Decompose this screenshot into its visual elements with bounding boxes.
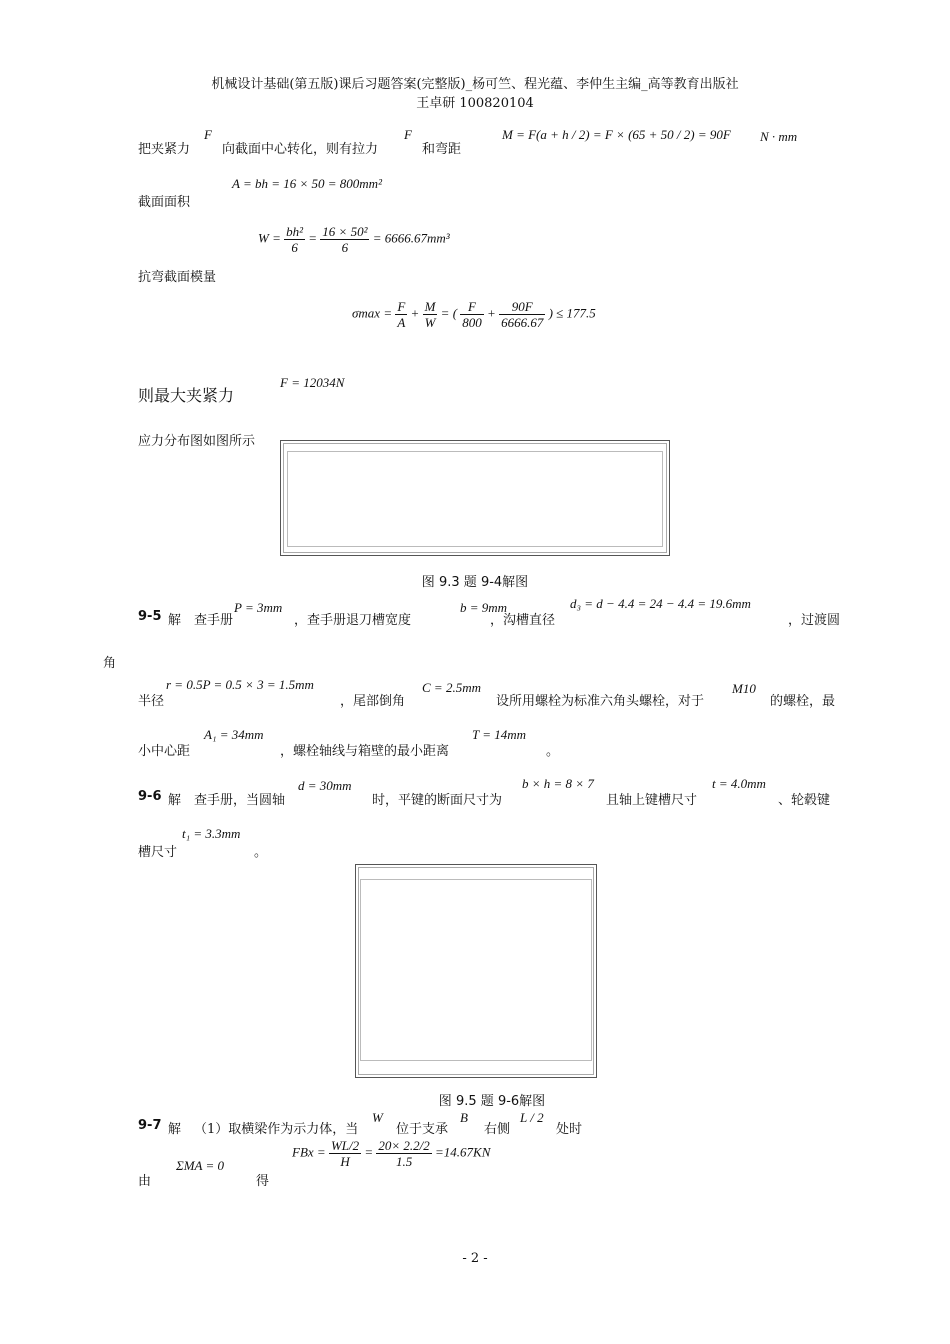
p1-unit: N · mm — [760, 129, 798, 144]
fig95-caption-id: 9-6 — [497, 1094, 520, 1109]
q97-force-equation — [292, 1138, 490, 1169]
q95-text-4: ，过渡圆 — [788, 613, 841, 628]
stress-den4: 6666.67 — [501, 315, 544, 330]
modulus-num1: bh² — [286, 224, 304, 239]
q96-eq-bh: b × h = 8 × 7 — [522, 776, 594, 791]
q96-text-6: 。 — [254, 845, 268, 860]
figure-9-5-image — [355, 864, 597, 1078]
stress-den3: 800 — [462, 315, 482, 330]
modulus-lhs: W = — [258, 230, 281, 246]
q96-eq-t: t = 4.0mm — [712, 776, 766, 791]
modulus-eq: = — [308, 230, 318, 246]
q95-eq-M10: M10 — [732, 681, 756, 696]
page-number: - 2 - — [462, 1251, 488, 1266]
fig95-caption — [0, 1090, 950, 1109]
p1-text-3: 和弯距 — [422, 142, 462, 157]
document-header-line2: 王卓研 100820104 — [416, 96, 534, 111]
fig93-caption-id: 9-4 — [480, 575, 503, 590]
q95-number: 9-5 — [138, 609, 162, 624]
p1-text-1: 把夹紧力 — [138, 142, 191, 157]
q95-eq-C: C = 2.5mm — [422, 680, 481, 695]
q97-text-5: 处时 — [556, 1122, 583, 1137]
q97-eq-den2: 1.5 — [376, 1153, 431, 1169]
q95-text-8: 设所用螺栓为标准六角头螺栓，对于 — [496, 694, 705, 709]
maxforce-label: 则最大夹紧力 — [138, 386, 235, 405]
q96-text-1: 解 查手册，当圆轴 — [168, 793, 286, 808]
q95-text-9: 的螺栓，最 — [770, 694, 836, 709]
q97-text-3: 位于支承 — [396, 1122, 449, 1137]
q95-text-10: 小中心距 — [138, 744, 191, 759]
q95-eq-T: T = 14mm — [472, 727, 527, 742]
q95-text-5: 角 — [103, 656, 117, 671]
document-header-line1: 机械设计基础(第五版)课后习题答案(完整版)_杨可竺、程光蕴、李仲生主编_高等教育出版社 — [211, 77, 739, 92]
q97-eq-num1: WL/2 — [330, 1138, 360, 1153]
q97-text-6: 由 — [138, 1174, 152, 1189]
q97-eq-eq: = — [364, 1144, 374, 1160]
q95-text-2: ，查手册退刀槽宽度 — [294, 613, 412, 628]
fig93-caption-post: 解图 — [502, 575, 529, 590]
q97-eq-num2: 20× 2.2/2 — [378, 1138, 430, 1153]
modulus-result: = 6666.67mm³ — [372, 230, 450, 246]
q97-var-W: W — [372, 1110, 383, 1125]
fig93-intro: 应力分布图如图所示 — [138, 434, 256, 449]
q95-eq-b: b = 9mm — [460, 600, 508, 615]
stress-num3: F — [468, 299, 476, 314]
q95-text-11: ，螺栓轴线与箱壁的最小距离 — [280, 744, 450, 759]
q96-text-2: 时，平键的断面尺寸为 — [372, 793, 503, 808]
q97-text-7: 得 — [256, 1174, 270, 1189]
stress-num1: F — [397, 299, 406, 314]
q95-text-6: 半径 — [138, 694, 165, 709]
stress-num4: 90F — [511, 299, 533, 314]
q96-text-3: 且轴上键槽尺寸 — [606, 793, 698, 808]
fig95-caption-pre: 图 — [438, 1094, 452, 1109]
q96-text-4: 、轮毂键 — [778, 793, 831, 808]
area-equation: A = bh = 16 × 50 = 800mm² — [232, 176, 382, 191]
stress-lhs: σmax = — [352, 305, 393, 321]
q97-text-4: 右侧 — [484, 1122, 511, 1137]
fig93-caption-pre: 图 — [421, 575, 435, 590]
q97-eq-den1: H — [329, 1153, 361, 1169]
q96-text-5: 槽尺寸 — [138, 845, 178, 860]
modulus-num2: 16 × 50² — [322, 224, 368, 239]
stress-result: ) ≤ 177.5 — [548, 305, 596, 321]
modulus-label: 抗弯截面模量 — [138, 270, 217, 285]
p1-var-F1: F — [204, 127, 212, 142]
q95-text-12: 。 — [546, 744, 560, 759]
q95-text-7: ，尾部倒角 — [340, 694, 406, 709]
modulus-den2: 6 — [320, 239, 369, 255]
stress-plus2: + — [487, 305, 496, 321]
q95-eq-P: P = 3mm — [234, 600, 283, 615]
area-label: 截面面积 — [138, 195, 191, 210]
q97-var-B: B — [460, 1110, 468, 1125]
figure-9-3-image — [280, 440, 670, 556]
q97-eq-lhs: FBx = — [292, 1144, 326, 1160]
q95-text-3: ，沟槽直径 — [490, 613, 556, 628]
p1-text-2: 向截面中心转化，则有拉力 — [222, 142, 379, 157]
stress-inequality — [352, 299, 596, 330]
maxforce-equation: F = 12034N — [280, 375, 345, 390]
fig93-caption — [0, 571, 950, 590]
fig95-caption-q: 题 — [480, 1094, 494, 1109]
modulus-equation — [258, 224, 450, 255]
q95-eq-r: r = 0.5P = 0.5 × 3 = 1.5mm — [166, 677, 314, 692]
q97-var-L2: L / 2 — [520, 1110, 544, 1125]
fig93-caption-num: 9.3 — [438, 575, 460, 590]
q97-number: 9-7 — [138, 1118, 162, 1133]
stress-den2: W — [424, 315, 436, 330]
q95-eq-d3: d₃ = d − 4.4 = 24 − 4.4 = 19.6mm — [570, 596, 751, 611]
stress-num2: M — [424, 299, 436, 314]
q96-eq-d: d = 30mm — [298, 778, 352, 793]
q97-text-2: （1）取横梁作为示力体，当 — [194, 1122, 359, 1137]
p1-moment-equation: M = F(a + h / 2) = F × (65 + 50 / 2) = 90F — [502, 127, 731, 142]
stress-plus1: + — [410, 305, 420, 321]
q97-eq-result: =14.67KN — [435, 1144, 491, 1160]
stress-eq: = ( — [440, 305, 458, 321]
q96-eq-t1: t₁ = 3.3mm — [182, 826, 241, 841]
q97-text-1: 解 — [168, 1122, 182, 1137]
modulus-den1: 6 — [284, 239, 305, 255]
q96-number: 9-6 — [138, 789, 162, 804]
q95-eq-A1: A₁ = 34mm — [204, 727, 264, 742]
fig95-caption-post: 解图 — [519, 1094, 546, 1109]
q95-text-1: 解 查手册 — [168, 613, 234, 628]
fig93-caption-q: 题 — [463, 575, 477, 590]
q97-sum-moment: ΣMA = 0 — [176, 1158, 225, 1173]
fig95-caption-num: 9.5 — [455, 1094, 477, 1109]
stress-den1: A — [397, 315, 406, 330]
p1-var-F2: F — [404, 127, 412, 142]
